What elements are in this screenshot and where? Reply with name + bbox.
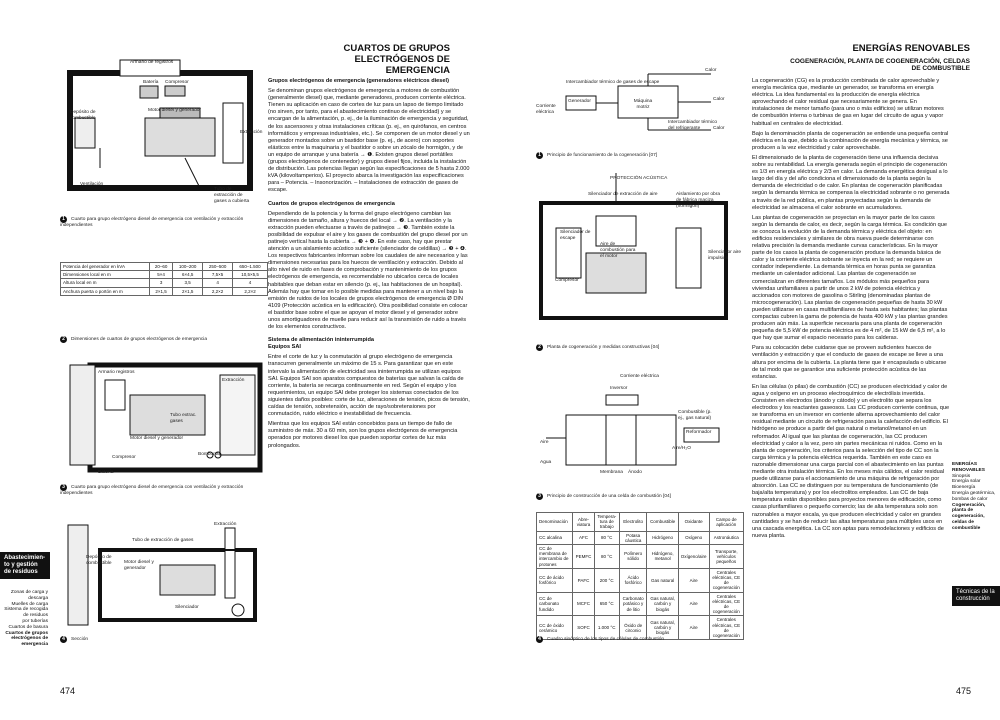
fig4-label-0: Extracción	[214, 522, 237, 527]
r-fig3-label-2: Combustible (p. ej., gas natural)	[678, 410, 712, 421]
table-row	[61, 287, 268, 295]
fig1-label-0: Armario de registros	[130, 60, 174, 65]
table-cell: PEMFC	[573, 545, 594, 569]
r-fig3-label-8: Ánodo	[628, 470, 642, 475]
table-cell: 2×1,5	[149, 287, 172, 295]
table-cell: 2,2×2	[233, 287, 268, 295]
table-cell: 10,5×5,5	[233, 271, 268, 279]
r-fig2-label-2: Aislamiento por obra de fábrica maciza (hormigón)	[676, 192, 720, 209]
r-fig1-label-7: Calor	[713, 126, 725, 131]
table-row	[537, 513, 744, 532]
r-table-caption: 4 Cuadro sinóptico de los tipos de células de combustión	[536, 636, 664, 643]
fig3-label-4: Tubo extrac. gases	[170, 413, 197, 424]
table-cell: Combustible	[647, 513, 678, 532]
r-fig2-label-3: Silenciador de escape	[560, 230, 591, 241]
side-item-heading[interactable]: ENERGÍAS RENOVABLES	[952, 462, 985, 473]
fig1-label-4: Motor diesel y generador	[148, 108, 202, 113]
table-cell: 2×1,5	[173, 287, 203, 295]
heading: Cuartos de grupos electrógenos de emergencia	[268, 200, 395, 207]
table-cell: Potencia del generador en kVA	[61, 263, 150, 271]
table-cell: 7,5×5	[203, 271, 233, 279]
table-row	[537, 568, 744, 592]
paragraph: Entre el corte de luz y la conmutación al grupo electrógeno de emergencia transcurren generalmente un máximo de 15 s. Para garantizar que en este intervalo la alimentación de electricidad sea ininterrumpida se utilizan equipos SAI. Equipos SAI son aparatos compuestos de baterías que salvan la caída de corriente, la batería se recarga continuamente en red. Según el equipo y los requerimientos, un equipo SAI debe proteger los sistemas conectados de los siguientes daños posibles: corte de luz, alteraciones de tensión, picos de tensión, caídas de tensión, sobretensión, acción de rayo/sobretensiones por conmutación, ruido eléctrico e inestabilidad de frecuencia.	[268, 354, 470, 418]
table-cell: Denominación	[537, 513, 573, 532]
paragraph: Mientras que los equipos SAI están concebidos para un tiempo de fallo de suministro de máx. 30 a 60 min, son los grupos electrógenos de emergencia operados por motores diesel los que pueden soportar cortes de luz más prolongados.	[268, 421, 458, 449]
table-cell: CC de ácido fosfórico	[537, 568, 573, 592]
paragraph: Las plantas de cogeneración se proyectan en la mayor parte de los casos según la demanda de calor, es decir, según la carga térmica. Es condición que se conozca la evolución de la demanda térmica y eléctrica del objeto: en edificios residenciales y similares de obra nueva puede determinarse con relativa precisión la demanda mediante curvas características. En la mayor parte de los casos la planta de cogeneración produce la demanda básica de calor y la corriente eléctrica sobrante se inyecta en la red; se requiere un contador independiente. La demanda térmica en horas punta se garantiza mediante un calentador adicional. Las plantas de cogeneración se comercializan en diferentes tamaños. Los módulos más pequeños para viviendas unifamiliares a partir de unos 2 kW de potencia eléctrica y accionados con motores de gasolina o Stirling (denominadas plantas de microcogeneración). Las plantas de cogeneración pequeñas de hasta 30 kW pueden utilizarse en casas multifamiliares de hasta seis habitantes; las plantas compactas cubren la gama de potencia de hasta 400 kW y las plantas grandes producen aún más. La superficie necesaria para una planta de cogeneración pequeña de 5,5 kW de potencia eléctrica es de 4 m², de 15 kW de 6,5 m², a lo que hay que sumar el espacio necesario para los calderas.	[752, 214, 948, 342]
table-cell: Aire	[678, 568, 709, 592]
paragraph: Se denominan grupos electrógenos de emergencia a motores de combustión (generalmente diesel) que, mediante generadores, producen corriente eléctrica. Tienen su aplicación en caso de cortes de luz para un lapso de tiempo limitado (no sirven, por tanto, para el abastecimiento continuo de electricidad) y se encargan de la alimentación, p. ej., de la iluminación de emergencia y seguridad, de los ascensores y otras instalaciones críticas (p. ej., en quirófanos, en centros informáticos y empresas industriales, etc.). Se componen de un motor diesel y un generador montados sobre un bastidor base (p. ej., de acero) con soportes elásticos entre la maquinaria y el bastidor o sobre un zócalo de hormigón, y de un equipo de arranque y una batería → ❶. Existen grupos diesel portátiles (grupos electrógenos de contenedor) y grupos diesel fijos, incluida la instalación de distribución. Las potencias llegan según las especificaciones de 5 hasta 2.000 kVA (kilovoltamperios). El proyecto abarca la investigación las especificaciones para – Potencia. – Insonorización. – Instalaciones de extracción de gases de escape.	[268, 88, 470, 194]
fig3-label-8: Batería	[98, 470, 114, 475]
table-cell: 100–200	[173, 263, 203, 271]
table-cell: 200 °C	[594, 568, 619, 592]
table-cell: Potasa cáustica	[619, 531, 647, 544]
figure-3-fuel-cell	[536, 370, 736, 485]
table-2-caption: 2 Dimensiones de cuartos de grupos electrógenos de emergencia	[60, 336, 207, 343]
table-cell: Astronáutica	[709, 531, 743, 544]
r-fig1-label-3: Generador	[568, 99, 591, 104]
r-fig3-label-5: Agua	[540, 460, 552, 465]
page-number-right: 475	[956, 686, 972, 696]
table-cell: Altura local en m	[61, 279, 150, 287]
right-subtitle: COGENERACIÓN, PLANTA DE COGENERACIÓN, CELDAS DE COMBUSTIBLE	[790, 58, 970, 73]
side-item[interactable]: Muelles de carga	[11, 601, 48, 607]
table-cell: MCFC	[573, 592, 594, 616]
paragraph: Para su colocación debe cuidarse que se proveen suficientes huecos de ventilación y extracción y que el conducto de gases de escape se lleve a una altura por encima de la cubierta. La planta tiene que ir encapsulada o ubicarse de tal modo que se garantice una suficiente protección acústica de las estancias.	[752, 345, 947, 380]
r-fig3-label-1: Inversor	[610, 386, 628, 391]
paragraph: La cogeneración (CG) es la producción combinada de calor aprovechable y energía mecánica que, mediante un generador, se transforma en energía eléctrica. La idea fundamental es la producción de energía eléctrica aprovechando el calor residual que necesariamente se genera. En instalaciones de menor tamaño (para uno o más edificios) se utilizan motores de combustión interna o turbinas de gas en lugar del circuito de agua y vapor habitual en centrales de electricidad.	[752, 78, 944, 127]
table-cell: CC alcalina	[537, 531, 573, 544]
table-cell: Campo de aplicación	[709, 513, 743, 532]
left-text-column	[268, 78, 470, 453]
fig1-label-3: Depósito de combustible	[70, 110, 96, 121]
table-cell: Anchura puerta o portón en m	[61, 287, 150, 295]
r-fig3-label-3: Reformador	[686, 430, 712, 435]
fig3-label-5: Motor diesel y generador	[130, 436, 184, 441]
table-cell: Centrales eléctricas, CE de cogeneración	[709, 568, 743, 592]
paragraph: El dimensionado de la planta de cogeneración tiene una influencia decisiva sobre su rentabilidad. La energía generada según el principio de cogeneración es 1/3 en energía eléctrica y 2/3 en calor. La demanda energética desigual a lo largo del día y del año condiciona el dimensionado de la planta según la demanda de electricidad o de calor. En plantas de cogeneración planificadas según la demanda térmica se compensa la electricidad sobrante o no generada a través de la red pública, en plantas proyectadas según la demanda de electricidad se almacena el calor sobrante en acumuladores.	[752, 154, 950, 211]
r-fig1-label-1: Calor	[705, 68, 717, 73]
right-text-column	[752, 78, 950, 543]
left-side-list	[4, 590, 48, 648]
fig1-label-7: Tubo de extracción de gases a cubierta	[214, 187, 250, 204]
table-cell: Tempera-tura de trabajo	[594, 513, 619, 532]
r-fig1-label-0: Intercambiador térmico de gases de escape	[566, 80, 660, 85]
page-number-left: 474	[60, 686, 76, 696]
table-cell: Oxígeno/aire	[678, 545, 709, 569]
fig4-label-2: Depósito de combustible	[86, 555, 112, 566]
table-row	[537, 592, 744, 616]
side-item[interactable]: de residuos	[23, 613, 48, 619]
r-fig2-label-1: Silenciador de extracción de aire	[588, 192, 658, 197]
right-page	[500, 0, 1000, 720]
heading: Sistema de alimentación ininterrumpida	[268, 337, 374, 344]
fig1-label-5: Extracción	[240, 130, 263, 135]
fig4-label-1: Tubo de extracción de gases	[132, 538, 194, 543]
table-cell: 4	[233, 279, 268, 287]
r-fig1-label-6: Intercambiador térmico del refrigerante	[668, 120, 718, 131]
side-item[interactable]: Sistema de recogida	[4, 607, 48, 613]
table-cell: Aire	[678, 592, 709, 616]
side-item-active[interactable]: Cogeneración, planta de cogeneración, celdas de combustible	[952, 502, 986, 531]
dimensions-table	[60, 262, 268, 296]
table-cell: Hidrógeno	[647, 531, 678, 544]
table-cell: Gas natural	[647, 568, 678, 592]
table-cell: 650–1.500	[233, 263, 268, 271]
r-fig3-label-0: Corriente eléctrica	[620, 374, 659, 379]
r-fig2-label-6: Silenciador aire impulsión	[708, 250, 742, 261]
fig4-caption: 4 Sección	[60, 636, 88, 643]
table-row	[61, 263, 268, 271]
figure-4-section	[60, 520, 265, 630]
right-title: ENERGÍAS RENOVABLES	[852, 43, 970, 54]
table-cell: Dimensiones local en m	[61, 271, 150, 279]
table-cell: 250–500	[203, 263, 233, 271]
table-cell: CC de óxido cerámico	[537, 616, 573, 640]
fig4-label-5: Silenciador	[175, 605, 199, 610]
table-cell: 650 °C	[594, 592, 619, 616]
side-item[interactable]: Zonas de carga y descarga	[10, 590, 48, 601]
table-cell: Centrales eléctricas, CE de cogeneración	[709, 592, 743, 616]
fuel-cell-table	[536, 512, 744, 640]
table-row	[537, 545, 744, 569]
r-fig3-caption: 3 Principio de construcción de una celda de combustión [04]	[536, 493, 671, 500]
side-item[interactable]: Cuartos de basura	[8, 624, 48, 630]
left-side-tab[interactable]: Abastecimien-to y gestión de residuos	[0, 552, 50, 579]
fig1-label-6: Ventilación	[80, 182, 104, 187]
table-cell: Centrales eléctricas, CE de cogeneración	[709, 616, 743, 640]
table-cell: PAFC	[573, 568, 594, 592]
paragraph: Bajo la denominación planta de cogeneración se entiende una pequeña central eléctrica en la que, debido a la combinación de energía mecánica y térmica, se producen a la vez electricidad y calor aprovechable.	[752, 130, 949, 151]
right-side-tab[interactable]: Técnicas de la construcción	[952, 586, 1000, 606]
table-row	[537, 531, 744, 544]
table-cell: Gas natural, carbón y biogás	[647, 592, 678, 616]
r-fig1-label-4: Máquina motriz	[633, 99, 653, 110]
paragraph: En las células (o pilas) de combustión (CC) se producen electricidad y calor de agua y oxígeno en un proceso electroquímico de electrólisis invertida. Consisten en electrodos (ánodo y cátodo) y un electrolito que separa los electrodos y los reactantes gaseosos. Las CC producen corriente continua, que se transforma en un inversor en corriente alterna aprovechamiento del calor residual mediante un circuito de refrigeración para la calefacción del edificio. El hidrógeno se produce a partir del gas natural o metanol/metanol en un reformador. Al igual que las plantas de cogeneración, las CC producen electricidad y calor a la vez, pero sin partes mecánicas ni ruidos. Como en la planta de cogeneración, los criterios para la selección del tipo de CC son la carga térmica y la potencia eléctrica requerida. También en este caso es razonable dimensionar una carga parcial con el abastecimiento en las puntas mediante otra instalación térmica. En los meses más cálidos, el calor residual puede utilizarse para el accionamiento de una máquina de refrigeración por absorción. Las CC se distinguen por su temperatura de funcionamiento (de baja/alta temperatura) y por los electrolitos empleados. Las CC de baja temperatura están disponibles para proyectos menores de edificación, como casas plurifamiliares o pequeño comercio; las de alta temperatura solo son razonables a mayor escala, ya que producen electricidad y calor en grandes cantidades y se han de reducir las altas temperaturas para múltiples usos en una cascada energética. La CC son aptas para remodelaciones y edificios de nueva planta.	[752, 383, 950, 539]
subheading: Equipos SAI	[268, 344, 301, 351]
fig4-label-3: Motor diesel y generador	[124, 560, 154, 571]
table-cell: 4	[203, 279, 233, 287]
side-item-active[interactable]: Cuartos de grupos electrógenos de emergencia	[5, 630, 48, 648]
table-cell: AFC	[573, 531, 594, 544]
r-fig2-caption: 2 Planta de cogeneración y medidas constructivas [04]	[536, 344, 659, 351]
table-cell: 2,2×2	[203, 287, 233, 295]
table-cell: 3,5	[173, 279, 203, 287]
table-cell: 5×4	[149, 271, 172, 279]
table-cell: 80 °C	[594, 545, 619, 569]
table-cell: Gas natural, carbón y biogás	[647, 616, 678, 640]
r-fig3-label-4: Aire	[540, 440, 549, 445]
fig1-label-2: Compresor	[165, 80, 189, 85]
heading: Grupos electrógenos de emergencia (generadores eléctricos diesel)	[268, 78, 449, 84]
r-fig2-label-5: Compresor	[555, 278, 579, 283]
fig3-label-6: Compresor	[112, 455, 136, 460]
table-cell: 1.000 °C	[594, 616, 619, 640]
side-item[interactable]: Sinopsis	[952, 473, 971, 479]
table-cell: Polímero sólido	[619, 545, 647, 569]
paragraph: Dependiendo de la potencia y la forma del grupo electrógeno cambian las dimensiones de tamaño, altura y huecos del local → ❷. La ventilación y la extracción pueden efectuarse a través de patinejos → ❸. También existe la posibilidad de expulsar el aire y los gases de combustión del grupo diesel por un patinejo vertical hasta la cubierta → ❸ + ❹. En este caso, hay que prestar atención a un aislamiento acústico suficiente (silenciador de celdillas) → ❸ + ❹. Los respectivos fabricantes informan sobre los caudales de aire necesarios y las dimensiones necesarias para los huecos de ventilación y extracción. Debido al alto nivel de ruido en fases de comprobación y mantenimiento de los grupos electrógenos de emergencia, es recomendable no ubicarlos cerca de locales habitables que deban estar en silencio (p. ej., las habitaciones de un hospital). Además hay que tomar en lo posible medidas para mantener a un nivel bajo la emisión de ruidos de los locales de grupos electrógenos de emergencia Ø DIN 4109 (Protección acústica en la edificación). Otra posibilidad consiste en colocar el bastidor base sobre el que se apoyan el motor diesel y el generador sobre unos amortiguadores de muelle para reducir así la transmisión de ruido a través de los elementos constructivos.	[268, 210, 468, 331]
fig1-label-1: Batería	[143, 80, 159, 85]
r-fig3-label-10: Aire/H₂O	[672, 446, 691, 451]
left-title: CUARTOS DE GRUPOS ELECTRÓGENOS DE EMERGENCIA	[343, 43, 450, 76]
table-row	[61, 271, 268, 279]
fig3-label-7: Bombonas	[198, 452, 221, 457]
table-row	[61, 279, 268, 287]
table-cell: Hidrógeno, metanol	[647, 545, 678, 569]
side-item[interactable]: por tuberías	[22, 618, 48, 624]
table-cell: Electrolito	[619, 513, 647, 532]
table-cell: Oxígeno	[678, 531, 709, 544]
table-cell: 6×4,5	[173, 271, 203, 279]
table-cell: Transporte, vehículos pequeños	[709, 545, 743, 569]
r-fig2-label-0: PROTECCIÓN ACÚSTICA	[610, 176, 668, 181]
table-cell: 3	[149, 279, 172, 287]
fig1-caption: 1 Cuarto para grupo electrógeno diesel de emergencia con ventilación y extracción independientes	[60, 216, 244, 228]
side-item[interactable]: Bioenergía	[952, 485, 976, 491]
table-cell: CC de membrana de intercambio de protones	[537, 545, 573, 569]
side-item[interactable]: bombas de calor	[952, 496, 988, 502]
side-item[interactable]: Energía geotérmica,	[952, 490, 996, 496]
table-cell: 80 °C	[594, 531, 619, 544]
table-cell: SOFC	[573, 616, 594, 640]
table-cell: Aire	[678, 616, 709, 640]
fig3-label-0: Armario registros	[98, 370, 135, 375]
table-cell: CC de carbonato fundido	[537, 592, 573, 616]
side-item[interactable]: Energía solar	[952, 479, 981, 485]
table-cell: Ácido fosfórico	[619, 568, 647, 592]
table-cell: Óxido de circonio	[619, 616, 647, 640]
fig3-caption: 3 Cuarto para grupo electrógeno diesel de emergencia con ventilación y extracción independientes	[60, 484, 244, 496]
right-side-list	[952, 462, 998, 532]
r-fig1-label-5: Calor	[713, 97, 725, 102]
table-cell: Oxidante	[678, 513, 709, 532]
r-fig3-label-7: Membrana	[600, 470, 623, 475]
table-cell: 20–60	[149, 263, 172, 271]
fig3-label-1: Extracción	[222, 378, 245, 383]
r-fig1-caption: 1 Principio de funcionamiento de la cogeneración [07]	[536, 152, 657, 159]
r-fig2-label-4: Aire de combustión para el motor	[600, 242, 636, 259]
table-cell: Carbonato potásico y de litio	[619, 592, 647, 616]
table-cell: Abre-viatura	[573, 513, 594, 532]
r-fig1-label-2: Corriente eléctrica	[536, 104, 556, 115]
